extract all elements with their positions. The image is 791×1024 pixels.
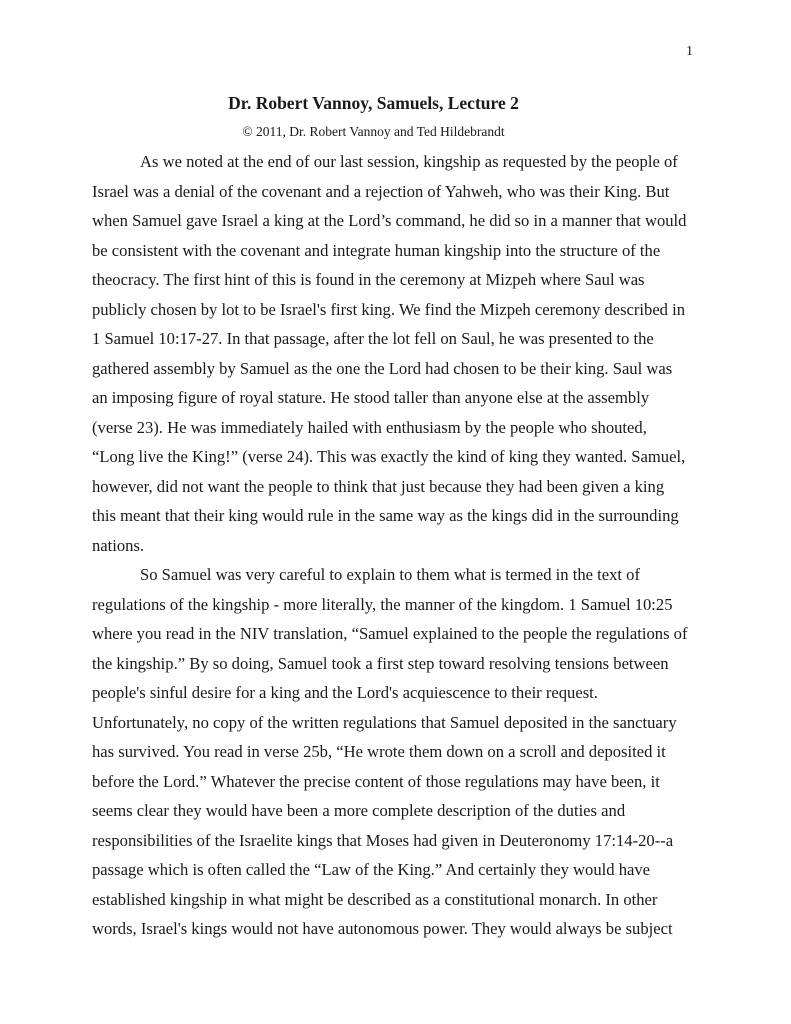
text-line: gathered assembly by Samuel as the one the Lord had chosen to be their king. Saul was (92, 358, 673, 378)
lecture-title: Dr. Robert Vannoy, Samuels, Lecture 2 (228, 93, 519, 113)
text-line: however, did not want the people to think that just because they had been given a king (92, 476, 665, 496)
text-line: “Long live the King!” (verse 24). This was exactly the kind of king they wanted. Samuel, (92, 447, 686, 466)
text-line: (verse 23). He was immediately hailed with enthusiasm by the people who shouted, (92, 417, 647, 437)
text-line: established kingship in what might be described as a constitutional monarch. In other (92, 889, 658, 909)
text-line: Unfortunately, no copy of the written regulations that Samuel deposited in the sanctuary (92, 712, 677, 732)
text-line: has survived. You read in verse 25b, “He wrote them down on a scroll and deposited it (92, 742, 666, 761)
text-line: seems clear they would have been a more complete description of the duties and (92, 801, 626, 820)
text-line: words, Israel's kings would not have autonomous power. They would always be subject (92, 919, 673, 938)
text-line: responsibilities of the Israelite kings that Moses had given in Deuteronomy 17:14-20--a (92, 830, 674, 850)
text-line: 1 Samuel 10:17-27. In that passage, after the lot fell on Saul, he was presented to the (92, 329, 654, 348)
paragraph (92, 560, 702, 944)
text-line: regulations of the kingship - more literally, the manner of the kingdom. 1 Samuel 10:25 (92, 594, 673, 614)
copyright-line: © 2011, Dr. Robert Vannoy and Ted Hildebrandt (242, 124, 505, 139)
text-line: before the Lord.” Whatever the precise content of those regulations may have been, it (92, 771, 660, 791)
text-line: passage which is often called the “Law of the King.” And certainly they would have (92, 860, 651, 879)
text-line: Israel was a denial of the covenant and a rejection of Yahweh, who was their King. But (92, 181, 670, 201)
text-line: be consistent with the covenant and integrate human kingship into the structure of the (92, 240, 661, 260)
text-line: an imposing figure of royal stature. He stood taller than anyone else at the assembly (92, 388, 650, 407)
text-line: people's sinful desire for a king and the Lord's acquiescence to their request. (92, 683, 598, 702)
paragraph (92, 147, 702, 560)
text-line: So Samuel was very careful to explain to them what is termed in the text of (140, 565, 640, 584)
text-line: this meant that their king would rule in the same way as the kings did in the surrounding (92, 506, 679, 525)
text-line: the kingship.” By so doing, Samuel took a first step toward resolving tensions between (92, 653, 669, 673)
text-line: nations. (92, 535, 145, 555)
lecture-body (92, 147, 702, 944)
text-line: publicly chosen by lot to be Israel's first king. We find the Mizpeh ceremony described in (92, 299, 686, 319)
text-line: theocracy. The first hint of this is found in the ceremony at Mizpeh where Saul was (92, 270, 645, 289)
text-line: when Samuel gave Israel a king at the Lord’s command, he did so in a manner that would (92, 211, 687, 230)
page-number: 1 (686, 44, 693, 59)
text-line: As we noted at the end of our last session, kingship as requested by the people of (140, 152, 678, 171)
text-line: where you read in the NIV translation, “Samuel explained to the people the regulations of (92, 624, 688, 643)
